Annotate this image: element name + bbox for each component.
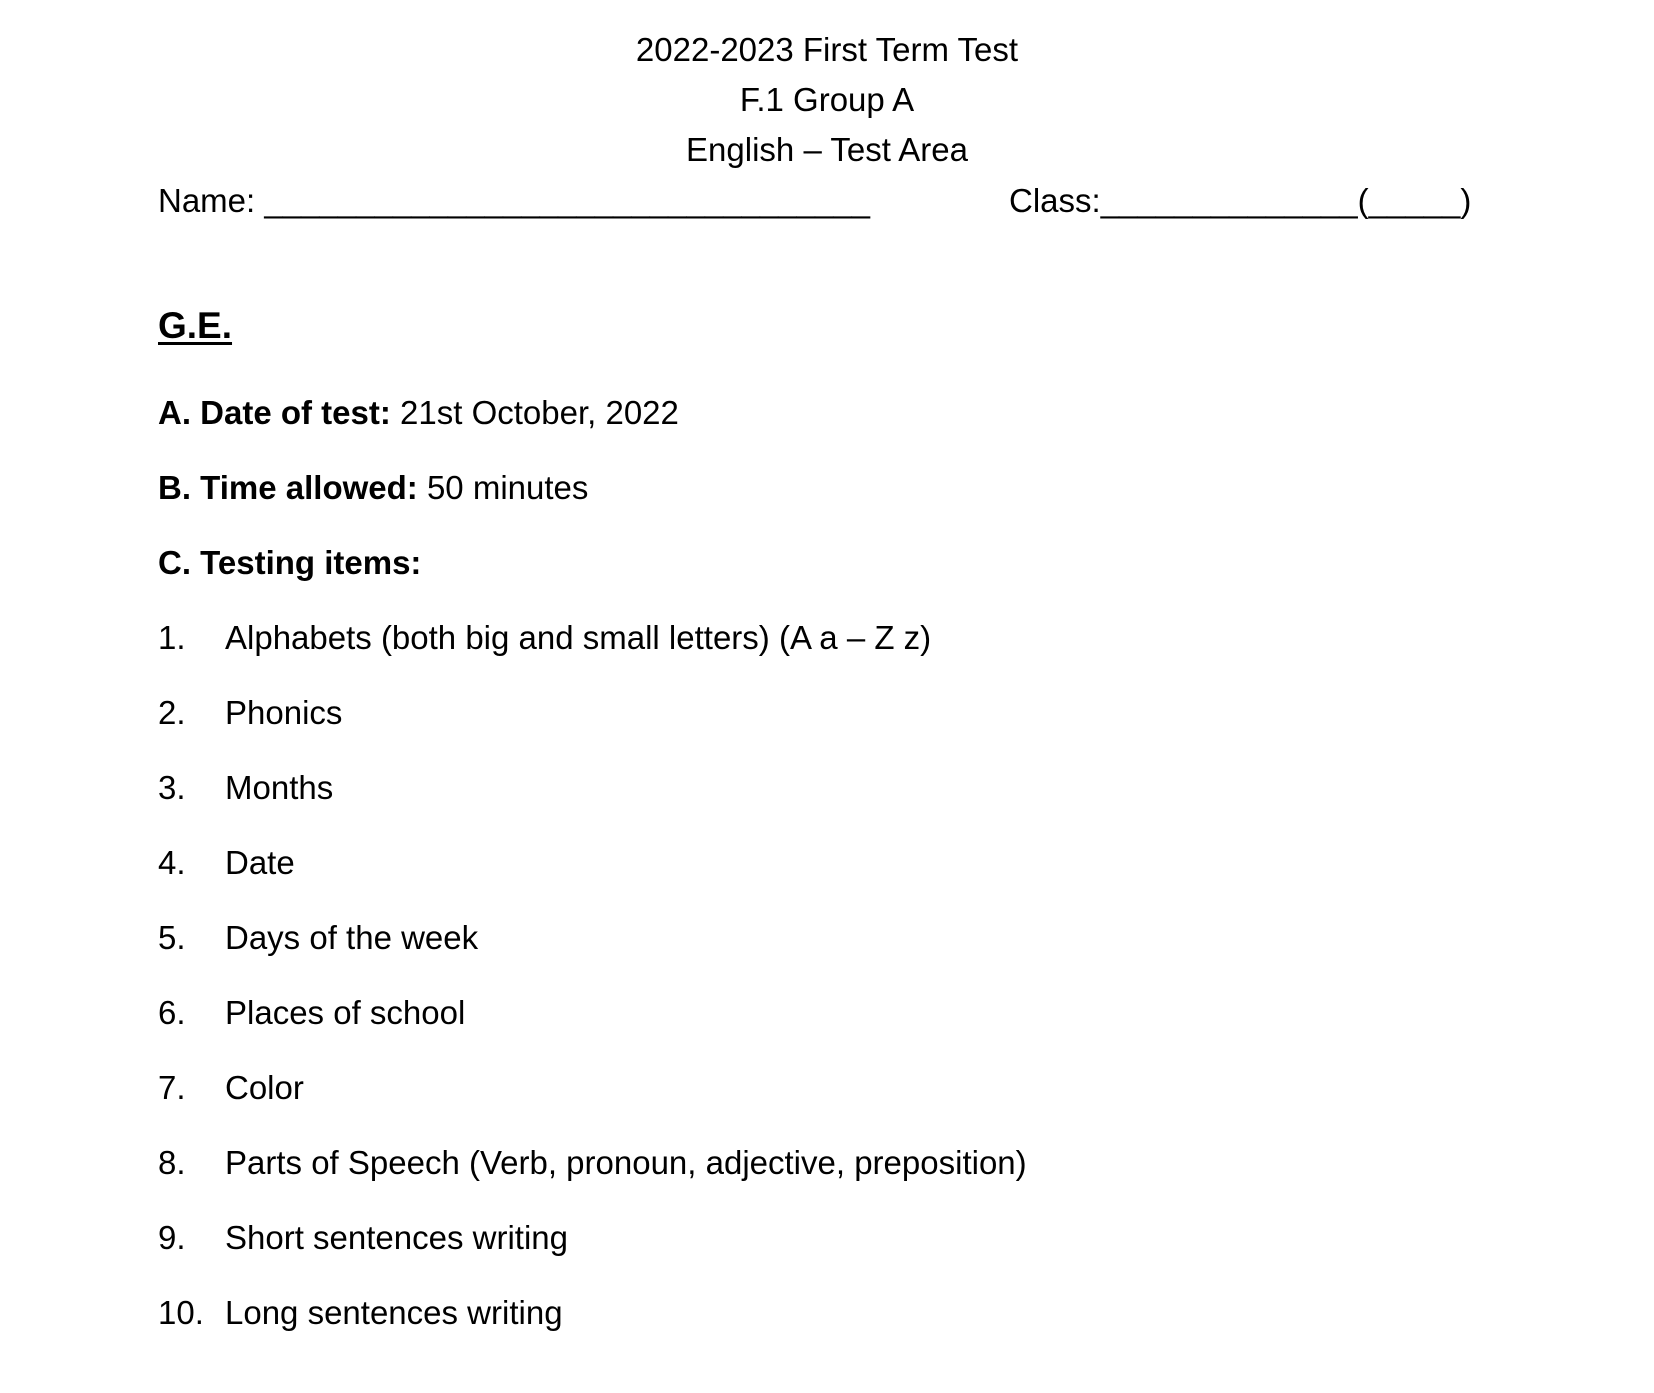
item-text: Phonics [225, 694, 343, 731]
item-text: Date [225, 844, 295, 881]
item-text: Places of school [225, 994, 466, 1031]
item-text: Months [225, 769, 334, 806]
item-text: Long sentences writing [225, 1294, 563, 1331]
group-line: F.1 Group A [739, 81, 915, 118]
item-text: Short sentences writing [225, 1219, 569, 1256]
name-label: Name: [158, 182, 256, 219]
date-value: 21st October, 2022 [400, 394, 679, 431]
item-number: 4. [158, 844, 186, 881]
time-value: 50 minutes [426, 469, 589, 506]
time-allowed [158, 468, 588, 508]
item-number: 2. [158, 694, 186, 731]
item-text: Alphabets (both big and small letters) (A a – Z z) [225, 619, 932, 656]
testing-items-label: C. Testing items: [158, 544, 422, 581]
item-number: 3. [158, 769, 186, 806]
section-title: G.E. [158, 305, 233, 346]
item-number: 6. [158, 994, 186, 1031]
date-of-test [158, 393, 679, 433]
subject-line: English – Test Area [686, 131, 968, 168]
name-field [158, 181, 870, 221]
item-text: Parts of Speech (Verb, pronoun, adjective, preposition) [225, 1144, 1027, 1181]
test-title: 2022-2023 First Term Test [635, 31, 1019, 68]
name-blank: _________________________________ [264, 182, 871, 219]
item-number: 7. [158, 1069, 186, 1106]
date-label: A. Date of test: [158, 394, 391, 431]
item-number: 10. [158, 1294, 204, 1331]
item-number: 5. [158, 919, 186, 956]
class-blank: ______________(_____) [1100, 182, 1472, 219]
time-label: B. Time allowed: [158, 469, 418, 506]
item-text: Color [225, 1069, 304, 1106]
class-label: Class: [1009, 182, 1101, 219]
item-number: 1. [158, 619, 186, 656]
item-text: Days of the week [225, 919, 479, 956]
class-field [1009, 181, 1471, 221]
item-number: 8. [158, 1144, 186, 1181]
item-number: 9. [158, 1219, 186, 1256]
